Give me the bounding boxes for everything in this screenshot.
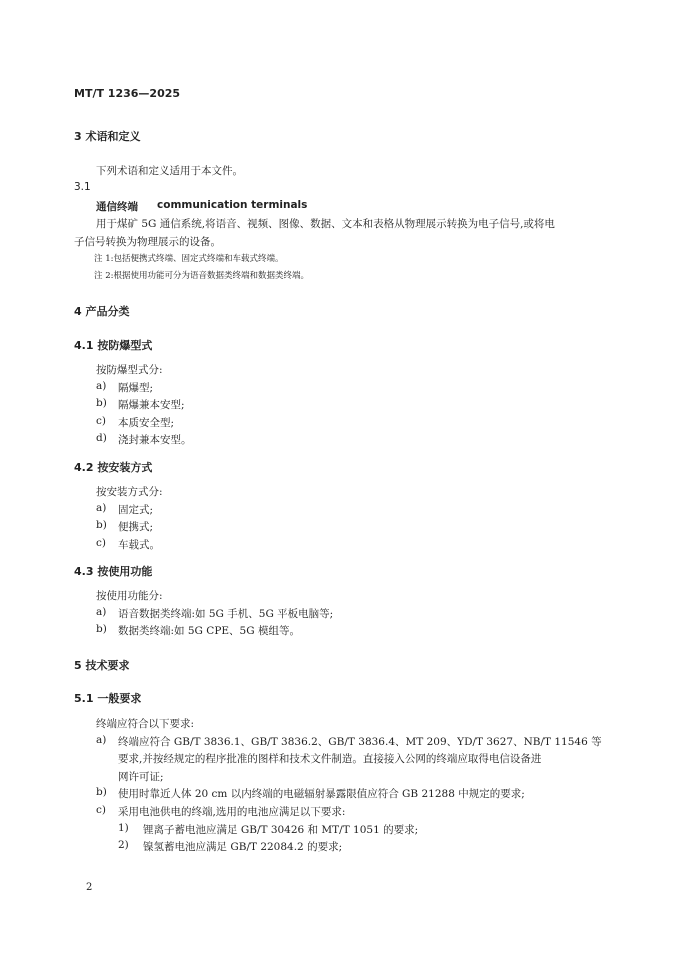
list-item-text: 语音数据类终端:如 5G 手机、5G 平板电脑等; [118, 608, 334, 620]
list-item-label: a) [96, 502, 107, 514]
list-item-label: d) [96, 432, 107, 444]
list-item-label: a) [96, 606, 107, 618]
sub-item-label: 2) [118, 839, 129, 851]
list-item-label: b) [96, 519, 107, 531]
section-4-2-heading: 4.2 按安装方式 [74, 461, 153, 474]
list-item-label: a) [96, 734, 107, 746]
list-item-label: c) [96, 415, 106, 427]
standard-id-header: MT/T 1236—2025 [74, 87, 181, 100]
list-item-label: b) [96, 397, 107, 409]
requirement-a-line-2: 要求,并按经规定的程序批准的图样和技术文件制造。直接接入公网的终端应取得电信设备进 [118, 753, 542, 765]
page-number: 2 [86, 882, 93, 893]
note-2: 注 2:根据使用功能可分为语音数据类终端和数据类终端。 [94, 271, 309, 281]
requirement-c: 采用电池供电的终端,选用的电池应满足以下要求: [118, 806, 346, 818]
list-item-label: c) [96, 804, 106, 816]
list-item-label: c) [96, 537, 106, 549]
term-definition-line-2: 子信号转换为物理展示的设备。 [74, 236, 221, 248]
section-4-3-heading: 4.3 按使用功能 [74, 565, 153, 578]
list-item-label: a) [96, 380, 107, 392]
requirement-c-2: 镍氢蓄电池应满足 GB/T 22084.2 的要求; [143, 841, 343, 853]
section-4-3-intro: 按使用功能分: [96, 590, 163, 602]
section-5-heading: 5 技术要求 [74, 659, 130, 672]
section-5-1-heading: 5.1 一般要求 [74, 692, 142, 705]
note-1: 注 1:包括便携式终端、固定式终端和车载式终端。 [94, 254, 284, 264]
term-definition-line-1: 用于煤矿 5G 通信系统,将语音、视频、图像、数据、文本和表格从物理展示转换为电子信号,或将电 [96, 218, 555, 230]
list-item-text: 隔爆型; [118, 382, 154, 394]
section-3-heading: 3 术语和定义 [74, 130, 141, 143]
section-4-1-heading: 4.1 按防爆型式 [74, 339, 153, 352]
section-5-1-intro: 终端应符合以下要求: [96, 718, 195, 730]
requirement-a-line-3: 网许可证; [118, 771, 164, 783]
list-item-text: 浇封兼本安型。 [118, 434, 192, 446]
list-item-label: b) [96, 623, 107, 635]
list-item-label: b) [96, 786, 107, 798]
term-name-cn: 通信终端 [96, 201, 138, 213]
list-item-text: 隔爆兼本安型; [118, 399, 185, 411]
list-item-text: 本质安全型; [118, 417, 175, 429]
term-name-en: communication terminals [157, 199, 308, 211]
requirement-b: 使用时靠近人体 20 cm 以内终端的电磁辐射暴露限值应符合 GB 21288 中规定的要求; [118, 788, 525, 800]
requirement-c-1: 锂离子蓄电池应满足 GB/T 30426 和 MT/T 1051 的要求; [143, 824, 419, 836]
list-item-text: 便携式; [118, 521, 154, 533]
section-3-intro: 下列术语和定义适用于本文件。 [96, 165, 243, 177]
list-item-text: 固定式; [118, 504, 154, 516]
list-item-text: 车载式。 [118, 539, 160, 551]
section-4-heading: 4 产品分类 [74, 305, 130, 318]
term-number: 3.1 [74, 181, 91, 193]
list-item-text: 数据类终端:如 5G CPE、5G 模组等。 [118, 625, 300, 637]
section-4-2-intro: 按安装方式分: [96, 486, 163, 498]
sub-item-label: 1) [118, 822, 129, 834]
section-4-1-intro: 按防爆型式分: [96, 364, 163, 376]
requirement-a-line-1: 终端应符合 GB/T 3836.1、GB/T 3836.2、GB/T 3836.4、MT 209、YD/T 3627、NB/T 11546 等 [118, 736, 602, 748]
